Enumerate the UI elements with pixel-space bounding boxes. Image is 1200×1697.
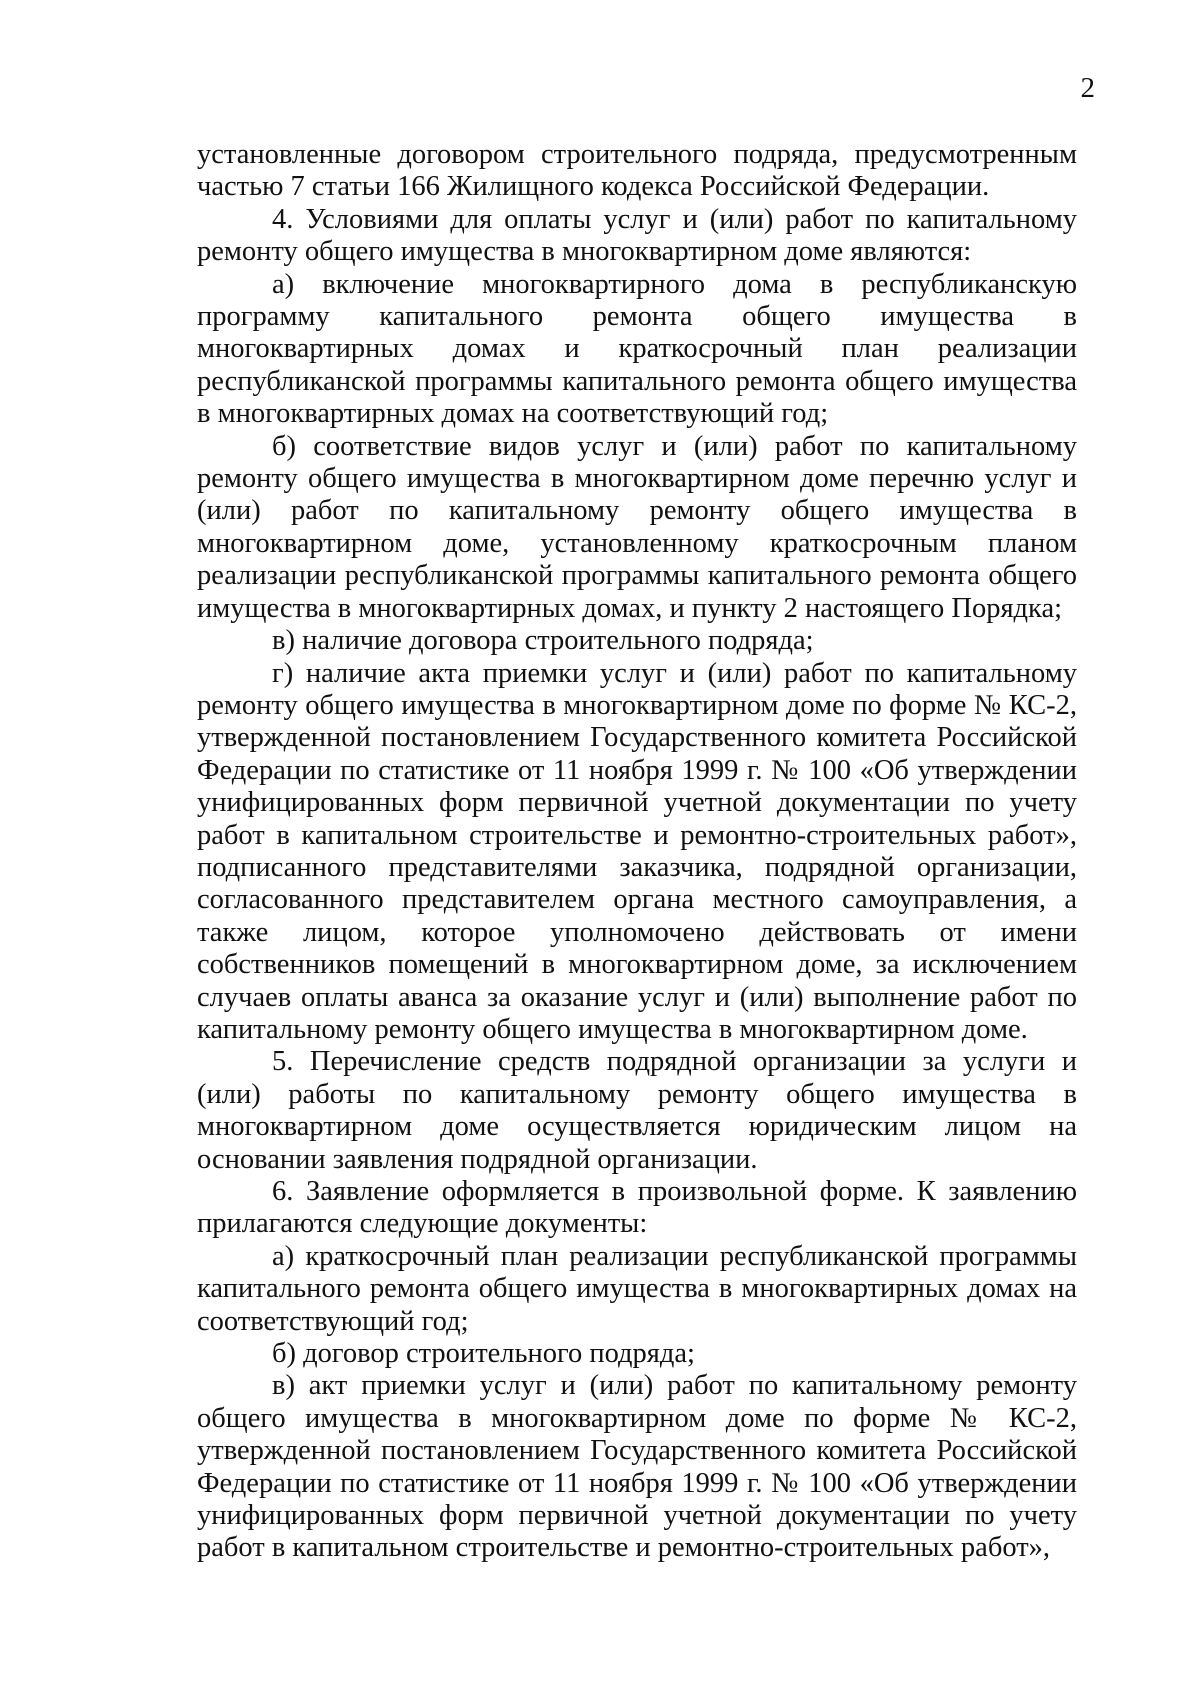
paragraph-item-5: 5. Перечисление средств подрядной организации за услуги и (или) работы по капитальному ремонту общего имущества в многоквартирном доме осуществляется юридическим лицом на основании заявления подрядной организации.	[197, 1046, 1077, 1175]
paragraph-continuation: установленные договором строительного подряда, предусмотренным частью 7 статьи 166 Жилищного кодекса Российской Федерации.	[197, 139, 1077, 203]
paragraph-attachment-b: б) договор строительного подряда;	[272, 1338, 695, 1370]
paragraph-attachment-v: в) акт приемки услуг и (или) работ по капитальному ремонту общего имущества в многоквартирном доме по форме № КС-2, утвержденной постановлением Государственного комитета Российской Федерации по статистике от 11 ноября 1999 г. № 100 «Об утверждении унифицированных форм первичной учетной документации по учету работ в капитальном строительстве и ремонтно-строительных работ»,	[197, 1370, 1077, 1564]
document-body	[197, 139, 1077, 1565]
paragraph-subitem-g: г) наличие акта приемки услуг и (или) работ по капитальному ремонту общего имущества в многоквартирном доме по форме № КС-2, утвержденной постановлением Государственного комитета Российской Федерации по статистике от 11 ноября 1999 г. № 100 «Об утверждении унифицированных форм первичной учетной документации по учету работ в капитальном строительстве и ремонтно-строительных работ», подписанного представителями заказчика, подрядной организации, согласованного представителем органа местного самоуправления, а также лицом, которое уполномочено действовать от имени собственников помещений в многоквартирном доме, за исключением случаев оплаты аванса за оказание услуг и (или) выполнение работ по капитальному ремонту общего имущества в многоквартирном доме.	[197, 657, 1077, 1045]
paragraph-item-4: 4. Условиями для оплаты услуг и (или) работ по капитальному ремонту общего имущества в многоквартирном доме являются:	[197, 203, 1077, 268]
paragraph-attachment-a: а) краткосрочный план реализации республиканской программы капитального ремонта общего имущества в многоквартирных домах на соответствующий год;	[197, 1240, 1077, 1337]
paragraph-subitem-v: в) наличие договора строительного подряда;	[272, 625, 814, 657]
paragraph-subitem-b: б) соответствие видов услуг и (или) работ по капитальному ремонту общего имущества в многоквартирном доме перечню услуг и (или) работ по капитальному ремонту общего имущества в многоквартирном доме, установленному краткосрочным планом реализации республиканской программы капитального ремонта общего имущества в многоквартирных домах, и пункту 2 настоящего Порядка;	[197, 430, 1077, 624]
paragraph-subitem-a: а) включение многоквартирного дома в республиканскую программу капитального ремонта общего имущества в многоквартирных домах и краткосрочный план реализации республиканской программы капитального ремонта общего имущества в многоквартирных домах на соответствующий год;	[197, 268, 1077, 430]
page-number: 2	[1080, 72, 1095, 104]
paragraph-item-6: 6. Заявление оформляется в произвольной форме. К заявлению прилагаются следующие документы:	[197, 1176, 1077, 1240]
